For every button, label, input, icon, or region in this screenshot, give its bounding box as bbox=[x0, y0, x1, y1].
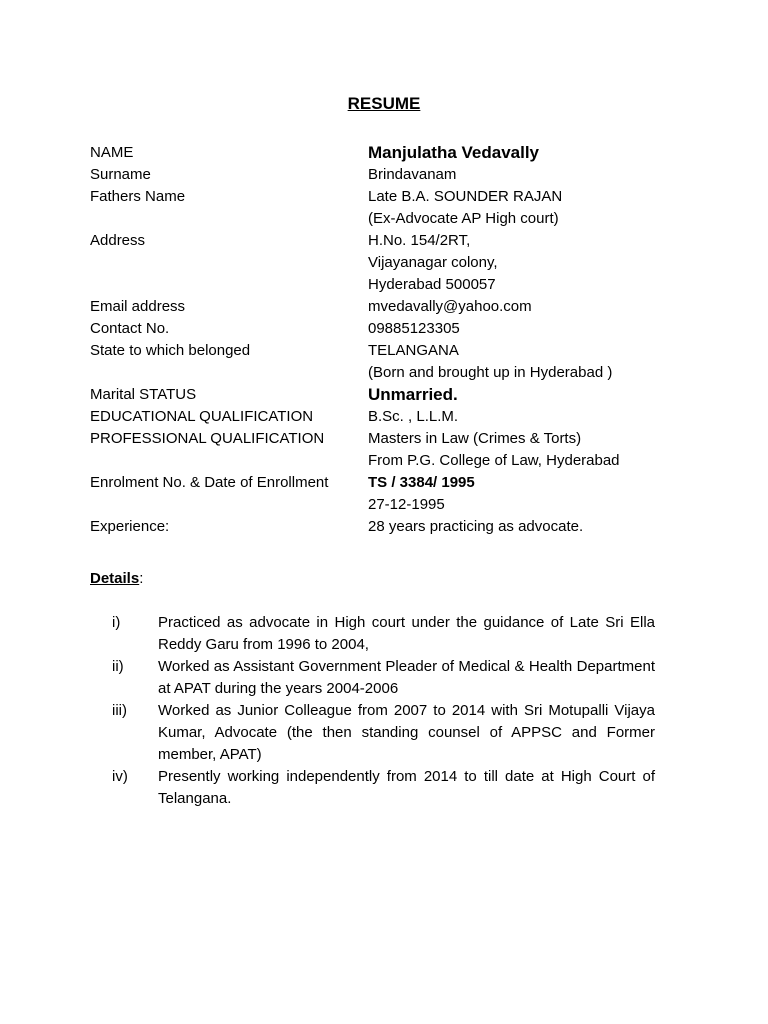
field-value: (Ex-Advocate AP High court) bbox=[368, 210, 559, 227]
list-item-text: Presently working independently from 2014 to till date at High Court of Telangana. bbox=[158, 768, 655, 807]
field-label: Email address bbox=[90, 298, 186, 315]
list-item bbox=[112, 766, 655, 810]
field-contact bbox=[90, 318, 690, 340]
field-value: From P.G. College of Law, Hyderabad bbox=[368, 452, 620, 469]
list-item-number: ii) bbox=[112, 658, 124, 675]
details-heading-colon: : bbox=[139, 570, 144, 587]
field-professional-qualification bbox=[90, 428, 690, 472]
field-value: Hyderabad 500057 bbox=[368, 276, 496, 293]
field-label: Address bbox=[90, 232, 146, 249]
list-item bbox=[112, 656, 655, 700]
list-item-text: Practiced as advocate in High court under the guidance of Late Sri Ella Reddy Garu from 1996 to 2004, bbox=[158, 614, 655, 653]
field-value: Late B.A. SOUNDER RAJAN bbox=[368, 188, 563, 205]
field-value: 27-12-1995 bbox=[368, 496, 445, 513]
field-value: H.No. 154/2RT, bbox=[368, 232, 471, 249]
field-state bbox=[90, 340, 690, 384]
field-value: mvedavally@yahoo.com bbox=[368, 298, 532, 315]
field-marital-status bbox=[90, 384, 690, 406]
field-value: Masters in Law (Crimes & Torts) bbox=[368, 430, 582, 447]
field-value: 09885123305 bbox=[368, 320, 460, 337]
field-name bbox=[90, 142, 690, 164]
list-item-number: iii) bbox=[112, 702, 127, 719]
field-educational-qualification bbox=[90, 406, 690, 428]
list-item bbox=[112, 700, 655, 766]
field-label: Enrolment No. & Date of Enrollment bbox=[90, 474, 329, 491]
personal-details bbox=[90, 142, 690, 538]
list-item-text: Worked as Junior Colleague from 2007 to 2014 with Sri Motupalli Vijaya Kumar, Advocate (the then standing counsel of APPSC and Former member, APAT) bbox=[158, 702, 655, 763]
field-address bbox=[90, 230, 690, 296]
list-item bbox=[112, 612, 655, 656]
field-label: Surname bbox=[90, 166, 151, 183]
field-value: (Born and brought up in Hyderabad ) bbox=[368, 364, 613, 381]
field-email bbox=[90, 296, 690, 318]
field-label: Experience: bbox=[90, 518, 170, 535]
field-enrolment bbox=[90, 472, 690, 516]
field-experience bbox=[90, 516, 690, 538]
field-value: TS / 3384/ 1995 bbox=[368, 474, 475, 491]
field-label: Fathers Name bbox=[90, 188, 186, 205]
field-label: PROFESSIONAL QUALIFICATION bbox=[90, 430, 325, 447]
list-item-text: Worked as Assistant Government Pleader of Medical & Health Department at APAT during the years 2004-2006 bbox=[158, 658, 655, 697]
field-value: Manjulatha Vedavally bbox=[368, 143, 540, 162]
field-label: State to which belonged bbox=[90, 342, 251, 359]
details-heading bbox=[90, 568, 143, 590]
list-item-number: iv) bbox=[112, 768, 128, 785]
field-label: EDUCATIONAL QUALIFICATION bbox=[90, 408, 314, 425]
list-item-number: i) bbox=[112, 614, 121, 631]
resume-title: RESUME bbox=[347, 94, 421, 113]
field-surname bbox=[90, 164, 690, 186]
field-value: Vijayanagar colony, bbox=[368, 254, 498, 271]
field-label: Contact No. bbox=[90, 320, 170, 337]
field-value: Brindavanam bbox=[368, 166, 457, 183]
field-value: TELANGANA bbox=[368, 342, 459, 359]
field-label: Marital STATUS bbox=[90, 386, 197, 403]
details-list bbox=[112, 612, 655, 810]
field-value: 28 years practicing as advocate. bbox=[368, 518, 584, 535]
field-label: NAME bbox=[90, 144, 134, 161]
field-fathers-name bbox=[90, 186, 690, 230]
field-value: Unmarried. bbox=[368, 385, 458, 404]
field-value: B.Sc. , L.L.M. bbox=[368, 408, 459, 425]
details-heading-label: Details bbox=[90, 570, 140, 587]
